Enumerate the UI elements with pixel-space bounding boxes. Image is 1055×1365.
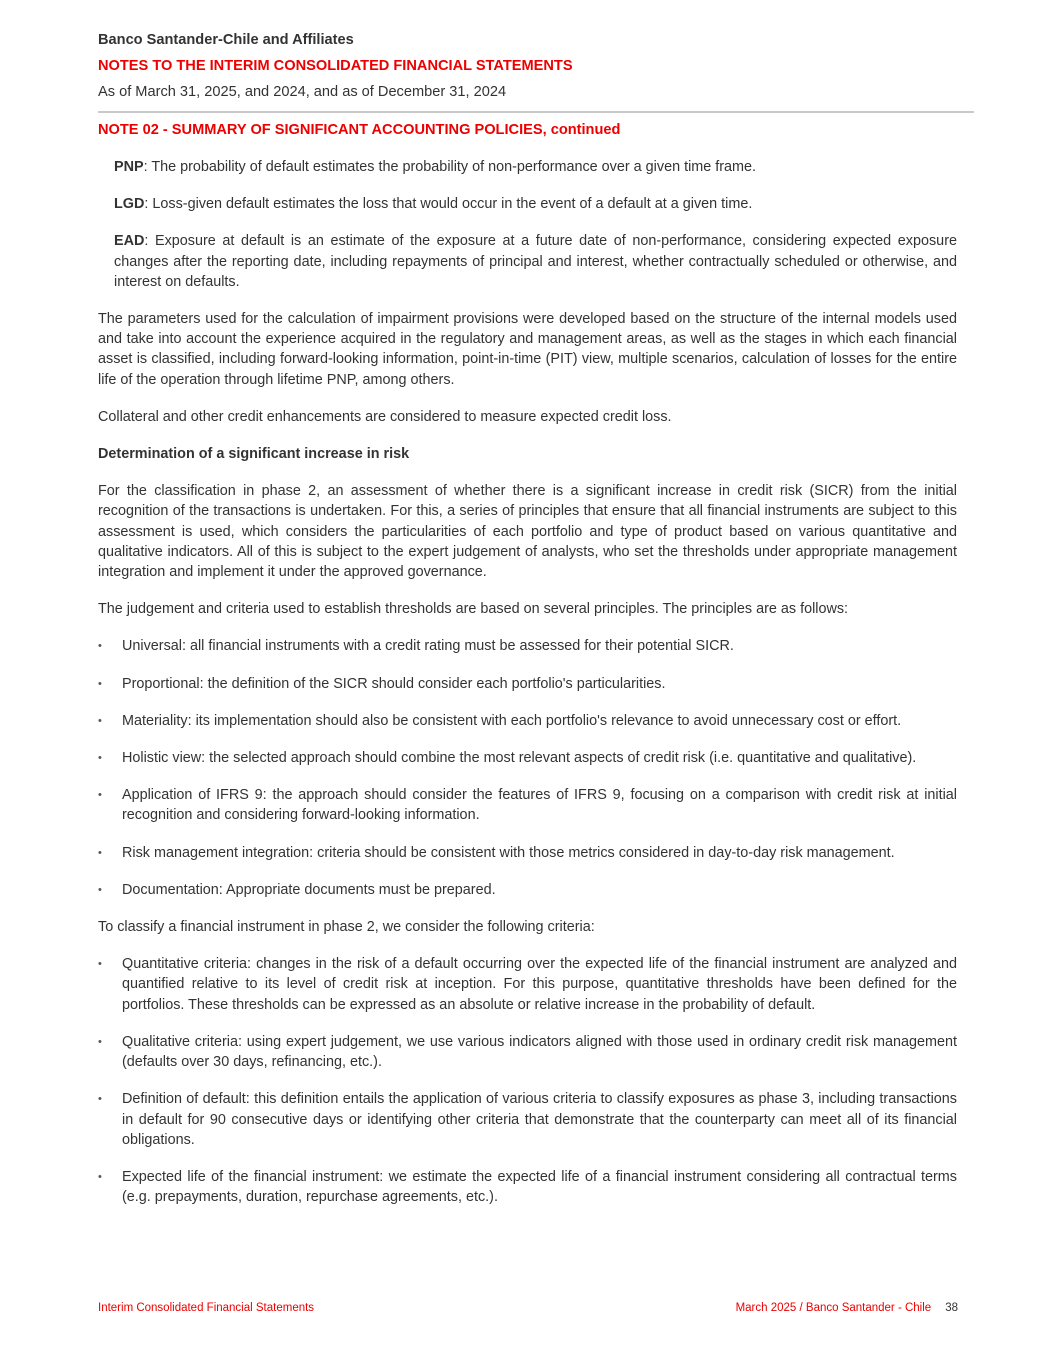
- bullet-icon: •: [98, 1170, 102, 1183]
- bullet-icon: •: [98, 752, 102, 765]
- definition-text: : Exposure at default is an estimate of the exposure at a future date of non-performance, considering expected exposure changes after the reporting date, including repayments of principal and interest, whether contractually scheduled or otherwise, and interest on defaults.: [114, 233, 957, 290]
- list-item-text: Proportional: the definition of the SICR should consider each portfolio's particularities.: [122, 675, 666, 692]
- list-item: [98, 711, 957, 731]
- definition-text: : The probability of default estimates the probability of non-performance over a given time frame.: [143, 159, 757, 175]
- page-number: 38: [945, 1302, 958, 1314]
- as-of-date: As of March 31, 2025, and 2024, and as of December 31, 2024: [98, 84, 507, 100]
- list-item: [98, 954, 957, 1015]
- bullet-icon: •: [98, 714, 102, 727]
- parameters-paragraph: The parameters used for the calculation of impairment provisions were developed based on the structure of the internal models used and take into account the experience acquired in the regulatory and management areas, as well as the stages in which each financial asset is classified, including forward-looking information, point-in-time (PIT) view, multiple scenarios, calculation of losses for the entire life of the operation through lifetime PNP, among others.: [98, 311, 957, 388]
- list-item-text: Qualitative criteria: using expert judgement, we use various indicators aligned with those used in ordinary credit risk management (defaults over 30 days, refinancing, etc.).: [122, 1033, 957, 1071]
- definition-lgd: [98, 194, 957, 214]
- list-item-text: Holistic view: the selected approach should combine the most relevant aspects of credit risk (i.e. quantitative and qualitative).: [122, 750, 917, 767]
- bullet-icon: •: [98, 883, 102, 896]
- note-title: NOTE 02 - SUMMARY OF SIGNIFICANT ACCOUNTING POLICIES, continued: [98, 122, 621, 138]
- criteria-intro: To classify a financial instrument in phase 2, we consider the following criteria:: [98, 919, 595, 936]
- company-name: Banco Santander-Chile and Affiliates: [98, 32, 354, 48]
- definition-term: EAD: [114, 233, 145, 250]
- section-subheading: Determination of a significant increase in risk: [98, 446, 410, 463]
- bullet-icon: •: [98, 958, 102, 971]
- definition-pnp: [98, 157, 957, 177]
- list-item-text: Universal: all financial instruments with a credit rating must be assessed for their potential SICR.: [122, 638, 734, 655]
- page-header: [98, 29, 978, 103]
- classification-paragraph: For the classification in phase 2, an assessment of whether there is a significant increase in credit risk (SICR) from the initial recognition of the transactions is undertaken. For this, a series of principles that ensure that all financial instruments are subject to this assessment is used, which considers the particularities of each portfolio and type of product based on various quantitative and qualitative indicators. All of this is subject to the expert judgement of analysts, who set the thresholds under appropriate management integration and implement it under the approved governance.: [98, 483, 957, 581]
- list-item-text: Risk management integration: criteria should be consistent with those metrics considered in day-to-day risk management.: [122, 844, 895, 861]
- definition-text: : Loss-given default estimates the loss that would occur in the event of a default at a given time.: [144, 196, 753, 213]
- definition-ead: [98, 231, 957, 292]
- footer-info: [736, 1302, 958, 1314]
- list-item-text: Expected life of the financial instrument: we estimate the expected life of a financial instrument considering all contractual terms (e.g. prepayments, duration, repurchase agreements, etc.).: [122, 1168, 957, 1206]
- header-divider: [98, 111, 974, 113]
- list-item-text: Materiality: its implementation should also be consistent with each portfolio's relevance to avoid unnecessary cost or effort.: [122, 712, 902, 729]
- bullet-icon: •: [98, 640, 102, 653]
- list-item: [98, 674, 957, 694]
- footer-document-title: Interim Consolidated Financial Statements: [98, 1302, 315, 1314]
- list-item-text: Application of IFRS 9: the approach should consider the features of IFRS 9, focusing on a comparison with credit risk at initial recognition and considering forward-looking information.: [122, 787, 957, 824]
- definition-term: PNP: [114, 159, 144, 175]
- bullet-icon: •: [98, 1093, 102, 1106]
- principles-intro: The judgement and criteria used to establish thresholds are based on several principles. The principles are as follows:: [98, 601, 849, 618]
- principles-list: [98, 636, 957, 900]
- list-item: [98, 1167, 957, 1207]
- list-item: [98, 785, 957, 825]
- notes-title: NOTES TO THE INTERIM CONSOLIDATED FINANCIAL STATEMENTS: [98, 58, 573, 74]
- list-item-text: Definition of default: this definition entails the application of various criteria to classify exposures as phase 3, including transactions in default for 90 consecutive days or identifying other criteria that demonstrate that the counterparty can meet all of its financial obligations.: [122, 1091, 957, 1148]
- definition-term: LGD: [114, 196, 145, 213]
- criteria-list: [98, 954, 957, 1207]
- footer-date-bank: March 2025 / Banco Santander - Chile: [735, 1302, 932, 1314]
- bullet-icon: •: [98, 789, 102, 802]
- list-item: [98, 1032, 957, 1072]
- list-item: [98, 843, 957, 863]
- list-item: [98, 748, 957, 768]
- collateral-paragraph: Collateral and other credit enhancements are considered to measure expected credit loss.: [98, 408, 672, 425]
- list-item: [98, 880, 957, 900]
- list-item: [98, 1089, 957, 1150]
- bullet-icon: •: [98, 677, 102, 690]
- note-content: [98, 157, 957, 1224]
- list-item-text: Documentation: Appropriate documents must be prepared.: [122, 881, 496, 898]
- bullet-icon: •: [98, 846, 102, 859]
- list-item: [98, 636, 957, 656]
- list-item-text: Quantitative criteria: changes in the risk of a default occurring over the expected life of the financial instrument are analyzed and quantified relative to its level of credit risk at inception. For this purpose, quantitative thresholds have been defined for the portfolios. These thresholds can be expressed as an absolute or relative increase in the probability of default.: [122, 956, 957, 1013]
- bullet-icon: •: [98, 1035, 102, 1048]
